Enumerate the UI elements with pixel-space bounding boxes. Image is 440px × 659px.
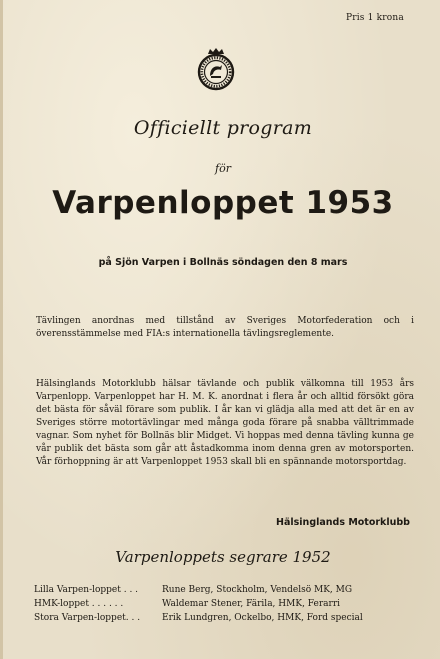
winner-row: [34, 597, 424, 611]
winners-heading: Varpenloppets segrare 1952: [115, 548, 331, 566]
race-winner: Waldemar Stener, Färila, HMK, Ferarri: [162, 599, 341, 609]
welcome-paragraph: Hälsinglands Motorklubb hälsar tävlande och publik välkomna till 1953 års Varpenlopp. Varpenloppet har H. M. K. anordnat i flera år och alltid försökt göra det bästa för såväl förare som publik. I år kan vi glädja alla med att det är en av Sveriges större motortävlingar med många goda förare på snabba välltrimmade vagnar. Som nyhet för Bollnäs blir Midget. Vi hoppas med denna tävling kunna ge vår publik det bästa som går att åstadkomma inom denna gren av motorsporten. Vår förhoppning är att Varpenloppet 1953 skall bli en spännande motorsportdag.: [36, 379, 414, 467]
venue-line: på Sjön Varpen i Bollnäs söndagen den 8 mars: [98, 257, 348, 268]
club-emblem-icon: [193, 46, 239, 92]
page-title: Varpenloppet 1953: [52, 185, 394, 221]
winners-list: [34, 583, 424, 625]
price-label: Pris 1 krona: [345, 13, 404, 23]
permit-paragraph: Tävlingen anordnas med tillstånd av Sveriges Motorfederation och i överensstämmelse med FIA:s internationella tävlingsreglemente.: [36, 316, 414, 339]
race-winner: Rune Berg, Stockholm, Vendelsö MK, MG: [162, 585, 353, 595]
subtitle: Officiellt program: [133, 117, 313, 139]
for-word: för: [215, 162, 231, 175]
winner-row: [34, 583, 424, 597]
winner-row: [34, 611, 424, 625]
signature: Hälsinglands Motorklubb: [276, 517, 410, 528]
race-name: Lilla Varpen-loppet . . .: [34, 585, 139, 595]
race-name: HMK-loppet . . . . . .: [34, 599, 124, 609]
race-winner: Erik Lundgren, Ockelbo, HMK, Ford special: [162, 613, 363, 623]
race-name: Stora Varpen-loppet. . .: [34, 613, 141, 623]
